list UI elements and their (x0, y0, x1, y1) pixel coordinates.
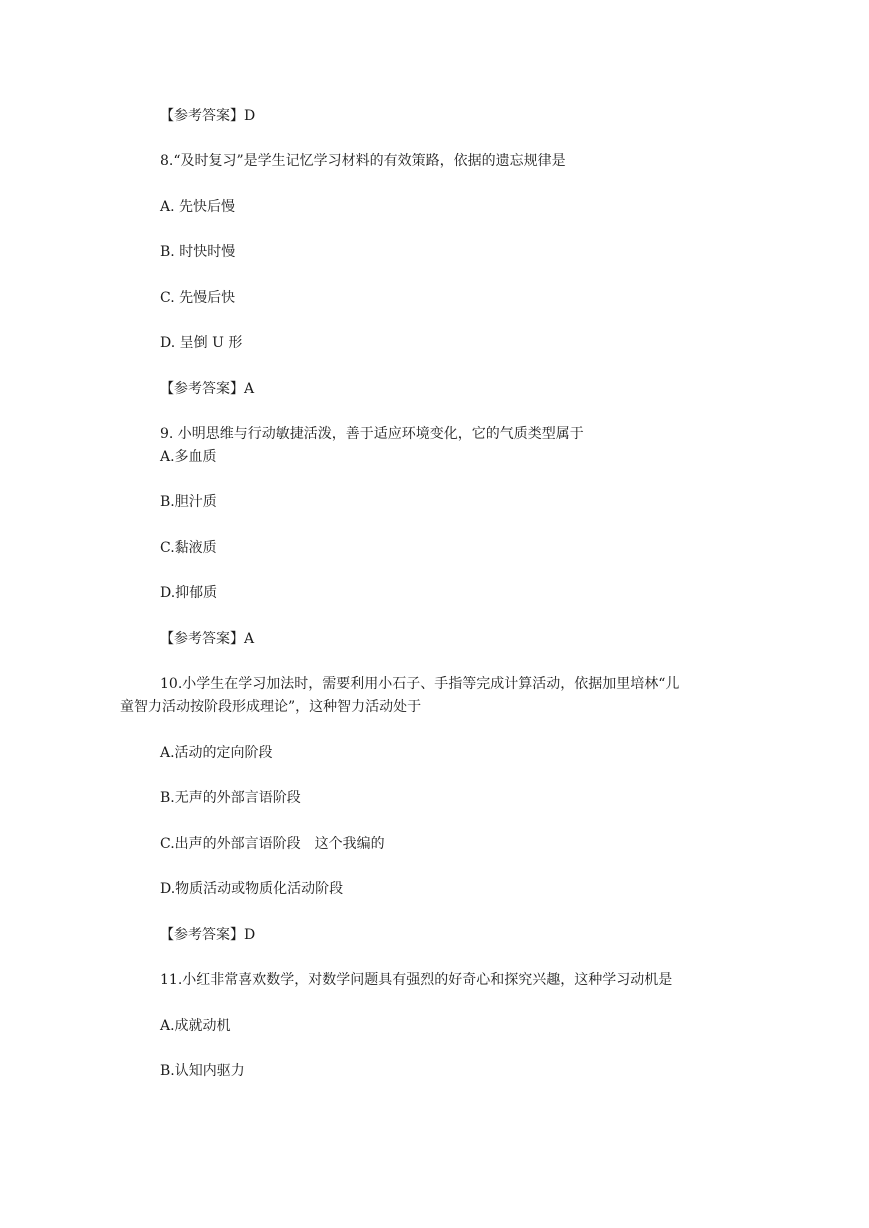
option-8c: C. 先慢后快 (160, 290, 236, 306)
option-10a: A.活动的定向阶段 (160, 745, 273, 761)
option-8b: B. 时快时慢 (160, 244, 236, 260)
question-10-line-2: 童智力活动按阶段形成理论”，这种智力活动处于 (120, 699, 422, 715)
option-9a: A.多血质 (160, 449, 217, 465)
option-10d: D.物质活动或物质化活动阶段 (160, 881, 344, 897)
option-10b: B.无声的外部言语阶段 (160, 790, 301, 806)
question-9: 9. 小明思维与行动敏捷活泼，善于适应环境变化，它的气质类型属于 (160, 426, 584, 442)
option-11a: A.成就动机 (160, 1018, 231, 1034)
answer-q9: 【参考答案】A (160, 631, 255, 647)
option-10c: C.出声的外部言语阶段 这个我编的 (160, 836, 385, 852)
option-8a: A. 先快后慢 (160, 199, 236, 215)
option-9d: D.抑郁质 (160, 585, 218, 601)
question-11: 11.小红非常喜欢数学，对数学问题具有强烈的好奇心和探究兴趣，这种学习动机是 (160, 972, 673, 988)
answer-q10: 【参考答案】D (160, 927, 256, 943)
answer-q8: 【参考答案】A (160, 381, 255, 397)
option-8d: D. 呈倒 U 形 (160, 335, 243, 351)
question-10-line-1: 10.小学生在学习加法时，需要利用小石子、手指等完成计算活动，依据加里培林“儿 (160, 676, 680, 692)
option-11b: B.认知内驱力 (160, 1063, 245, 1079)
answer-q7: 【参考答案】D (160, 108, 256, 124)
question-8: 8.“及时复习”是学生记忆学习材料的有效策路，依据的遗忘规律是 (160, 153, 566, 169)
option-9b: B.胆汁质 (160, 494, 217, 510)
option-9c: C.黏液质 (160, 540, 217, 556)
